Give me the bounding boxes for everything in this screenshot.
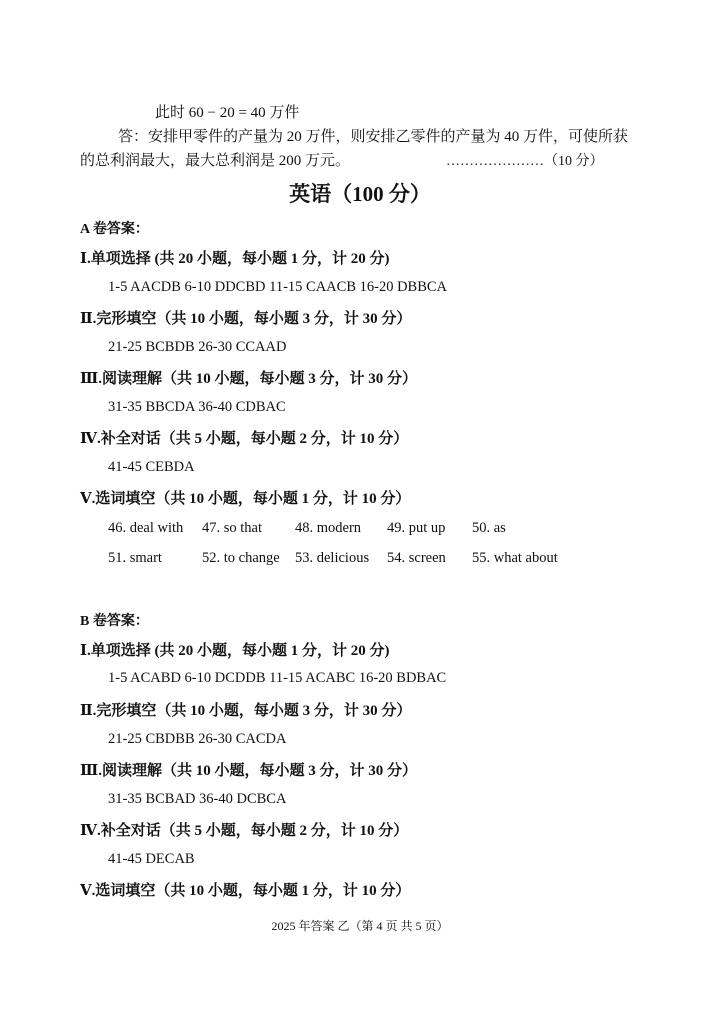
- fill-answer: 49. put up: [387, 520, 446, 536]
- paper-a-section-1-title: Ⅰ.单项选择 (共 20 小题，每小题 1 分，计 20 分): [80, 251, 390, 267]
- math-score-marker: …………………（10 分）: [446, 154, 604, 169]
- paper-a-section-5-title: Ⅴ.选词填空（共 10 小题，每小题 1 分，计 10 分）: [80, 491, 411, 507]
- paper-b-section-2-title: Ⅱ.完形填空（共 10 小题，每小题 3 分，计 30 分）: [80, 703, 412, 719]
- paper-a-section-4-title: Ⅳ.补全对话（共 5 小题，每小题 2 分，计 10 分）: [80, 431, 409, 447]
- fill-answer: 53. delicious: [295, 550, 370, 566]
- paper-b-section-1-answers: 1-5 ACABD 6-10 DCDDB 11-15 ACABC 16-20 BDBAC: [108, 670, 447, 686]
- fill-answer: 55. what about: [472, 550, 558, 566]
- paper-b-section-4-answers: 41-45 DECAB: [108, 851, 195, 867]
- paper-b-section-2-answers: 21-25 CBDBB 26-30 CACDA: [108, 731, 287, 747]
- paper-a-heading: A 卷答案：: [80, 222, 149, 237]
- fill-answer: 54. screen: [387, 550, 446, 566]
- paper-b-section-5-title: Ⅴ.选词填空（共 10 小题，每小题 1 分，计 10 分）: [80, 883, 411, 899]
- fill-answer: 47. so that: [202, 520, 263, 536]
- paper-a-section-2-answers: 21-25 BCBDB 26-30 CCAAD: [108, 339, 287, 355]
- paper-a-section-3-answers: 31-35 BBCDA 36-40 CDBAC: [108, 399, 286, 415]
- fill-answer: 48. modern: [295, 520, 362, 536]
- math-answer-line-1: 答：安排甲零件的产量为 20 万件，则安排乙零件的产量为 40 万件，可使所获: [118, 129, 629, 145]
- paper-a-section-2-title: Ⅱ.完形填空（共 10 小题，每小题 3 分，计 30 分）: [80, 311, 412, 327]
- fill-answer: 50. as: [472, 520, 506, 536]
- paper-b-section-3-answers: 31-35 BCBAD 36-40 DCBCA: [108, 791, 287, 807]
- math-answer-line-2: 的总利润最大，最大总利润是 200 万元。: [80, 153, 351, 169]
- english-title: 英语（100 分）: [289, 182, 431, 206]
- fill-answer: 52. to change: [202, 550, 280, 566]
- paper-b-section-3-title: Ⅲ.阅读理解（共 10 小题，每小题 3 分，计 30 分）: [80, 763, 418, 779]
- math-result-line: 此时 60 − 20 = 40 万件: [155, 105, 300, 121]
- paper-b-section-1-title: Ⅰ.单项选择 (共 20 小题，每小题 1 分，计 20 分): [80, 643, 390, 659]
- paper-b-section-4-title: Ⅳ.补全对话（共 5 小题，每小题 2 分，计 10 分）: [80, 823, 409, 839]
- paper-a-section-3-title: Ⅲ.阅读理解（共 10 小题，每小题 3 分，计 30 分）: [80, 371, 418, 387]
- page-footer: 2025 年答案 乙（第 4 页 共 5 页）: [271, 919, 449, 933]
- fill-answer: 51. smart: [108, 550, 162, 566]
- fill-answer: 46. deal with: [108, 520, 184, 536]
- paper-a-section-4-answers: 41-45 CEBDA: [108, 459, 195, 475]
- paper-b-heading: B 卷答案：: [80, 614, 149, 629]
- paper-a-section-1-answers: 1-5 AACDB 6-10 DDCBD 11-15 CAACB 16-20 DBBCA: [108, 279, 448, 295]
